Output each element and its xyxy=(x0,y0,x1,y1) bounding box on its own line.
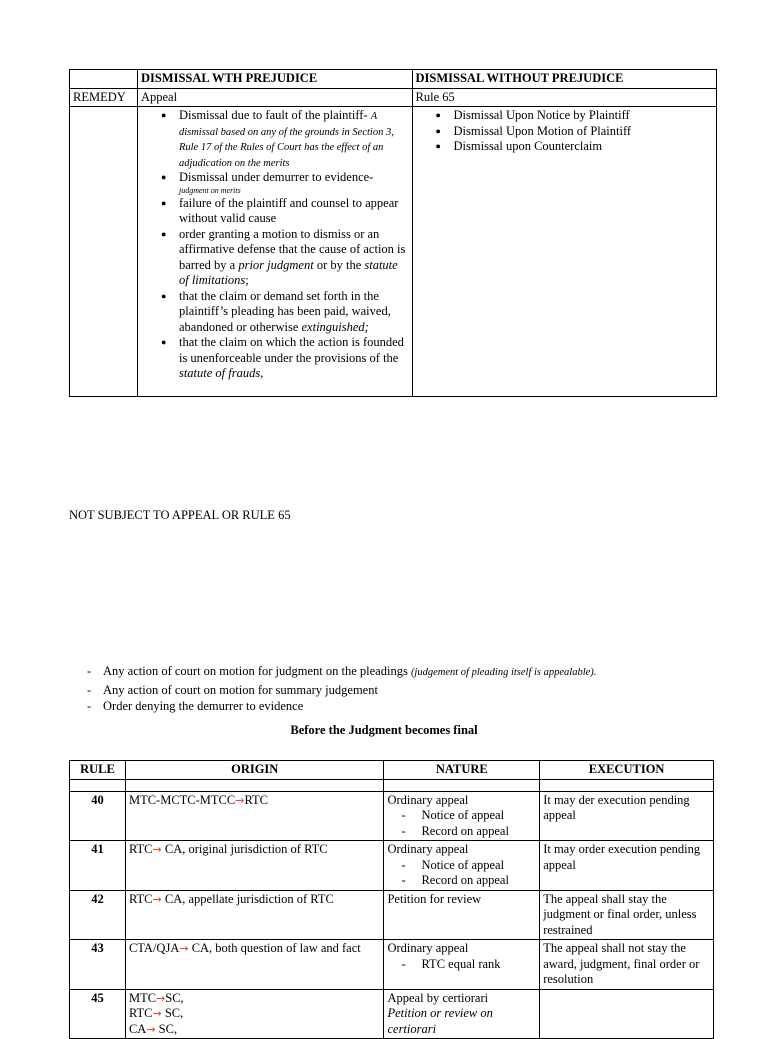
list-item: ● Dismissal upon Counterclaim xyxy=(416,139,713,155)
origin-cell: RTC→ CA, original jurisdiction of RTC xyxy=(125,841,384,891)
spacer-cell xyxy=(70,779,126,791)
with-prejudice-grounds xyxy=(137,107,412,397)
table-row xyxy=(70,890,714,940)
list-item: ● that the claim on which the action is founded is unenforceable under the provisions of the statute of frauds, xyxy=(141,335,409,382)
remedy-with-prejudice: Appeal xyxy=(137,88,412,107)
without-prejudice-grounds xyxy=(412,107,716,397)
not-subject-heading: NOT SUBJECT TO APPEAL OR RULE 65 xyxy=(69,508,291,522)
remedy-without-prejudice: Rule 65 xyxy=(412,88,716,107)
rule-number: 40 xyxy=(70,791,126,841)
list-item: ● Dismissal due to fault of the plaintiff- A dismissal based on any of the grounds in Section 3, Rule 17 of the Rules of Court has the effect of an adjudication on the merits xyxy=(141,108,409,170)
origin-cell: MTC-MCTC-MTCC→RTC xyxy=(125,791,384,841)
dash-list xyxy=(69,663,749,715)
spacer-cell xyxy=(384,779,540,791)
rule-number: 41 xyxy=(70,841,126,891)
table-row xyxy=(70,989,714,1039)
list-item: ● that the claim or demand set forth in the plaintiff’s pleading has been paid, waived, abandoned or otherwise extinguished; xyxy=(141,289,409,336)
table-row xyxy=(70,940,714,990)
arrow-icon: → xyxy=(152,843,162,856)
execution-cell: It may der execution pending appeal xyxy=(540,791,714,841)
origin-cell: RTC→ CA, appellate jurisdiction of RTC xyxy=(125,890,384,940)
remedy-label: REMEDY xyxy=(70,88,138,107)
rule-number: 43 xyxy=(70,940,126,990)
spacer-cell xyxy=(540,779,714,791)
nature-cell: Petition for review xyxy=(384,890,540,940)
list-item: ● Dismissal Upon Notice by Plaintiff xyxy=(416,108,713,124)
rule-header: RULE xyxy=(70,761,126,780)
rule-number: 45 xyxy=(70,989,126,1039)
list-item: - Any action of court on motion for judgment on the pleadings (judgement of pleading itself is appealable). xyxy=(69,663,749,682)
arrow-icon: → xyxy=(156,991,166,1005)
execution-cell: It may order execution pending appeal xyxy=(540,841,714,891)
origin-cell: CTA/QJA→ CA, both question of law and fact xyxy=(125,940,384,990)
list-item: ● order granting a motion to dismiss or an affirmative defense that the cause of action is barred by a prior judgment or by the statute of limitations; xyxy=(141,227,409,289)
dismissal-table xyxy=(69,69,717,397)
execution-header: EXECUTION xyxy=(540,761,714,780)
spacer-cell xyxy=(125,779,384,791)
origin-header: ORIGIN xyxy=(125,761,384,780)
without-prejudice-header: DISMISSAL WITHOUT PREJUDICE xyxy=(412,70,716,89)
nature-cell: Ordinary appeal - Notice of appeal - Record on appeal xyxy=(384,841,540,891)
empty-corner-cell xyxy=(70,70,138,89)
arrow-icon: → xyxy=(152,1007,162,1020)
nature-header: NATURE xyxy=(384,761,540,780)
arrow-icon: → xyxy=(146,1022,156,1036)
execution-cell: The appeal shall stay the judgment or final order, unless restrained xyxy=(540,890,714,940)
execution-cell xyxy=(540,989,714,1039)
origin-cell: MTC→SC, RTC→ SC, CA→ SC, xyxy=(125,989,384,1039)
nature-cell: Ordinary appeal - RTC equal rank xyxy=(384,940,540,990)
arrow-icon: → xyxy=(152,892,162,906)
arrow-icon: → xyxy=(179,942,189,955)
rule-number: 42 xyxy=(70,890,126,940)
with-prejudice-header: DISMISSAL WTH PREJUDICE xyxy=(137,70,412,89)
nature-cell: Appeal by certiorari Petition or review on certiorari xyxy=(384,989,540,1039)
list-item: - Any action of court on motion for summary judgement xyxy=(69,682,749,699)
before-final-heading: Before the Judgment becomes final xyxy=(290,723,478,737)
table-row xyxy=(70,791,714,841)
rules-table xyxy=(69,760,714,1039)
execution-cell: The appeal shall not stay the award, judgment, final order or resolution xyxy=(540,940,714,990)
arrow-icon: → xyxy=(235,793,245,807)
list-item: ● Dismissal under demurrer to evidence- judgment on merits xyxy=(141,170,409,196)
empty-label-cell xyxy=(70,107,138,397)
list-item: ● Dismissal Upon Motion of Plaintiff xyxy=(416,124,713,140)
list-item: - Order denying the demurrer to evidence xyxy=(69,698,749,715)
nature-cell: Ordinary appeal - Notice of appeal - Record on appeal xyxy=(384,791,540,841)
table-row xyxy=(70,841,714,891)
list-item: ● failure of the plaintiff and counsel to appear without valid cause xyxy=(141,196,409,227)
